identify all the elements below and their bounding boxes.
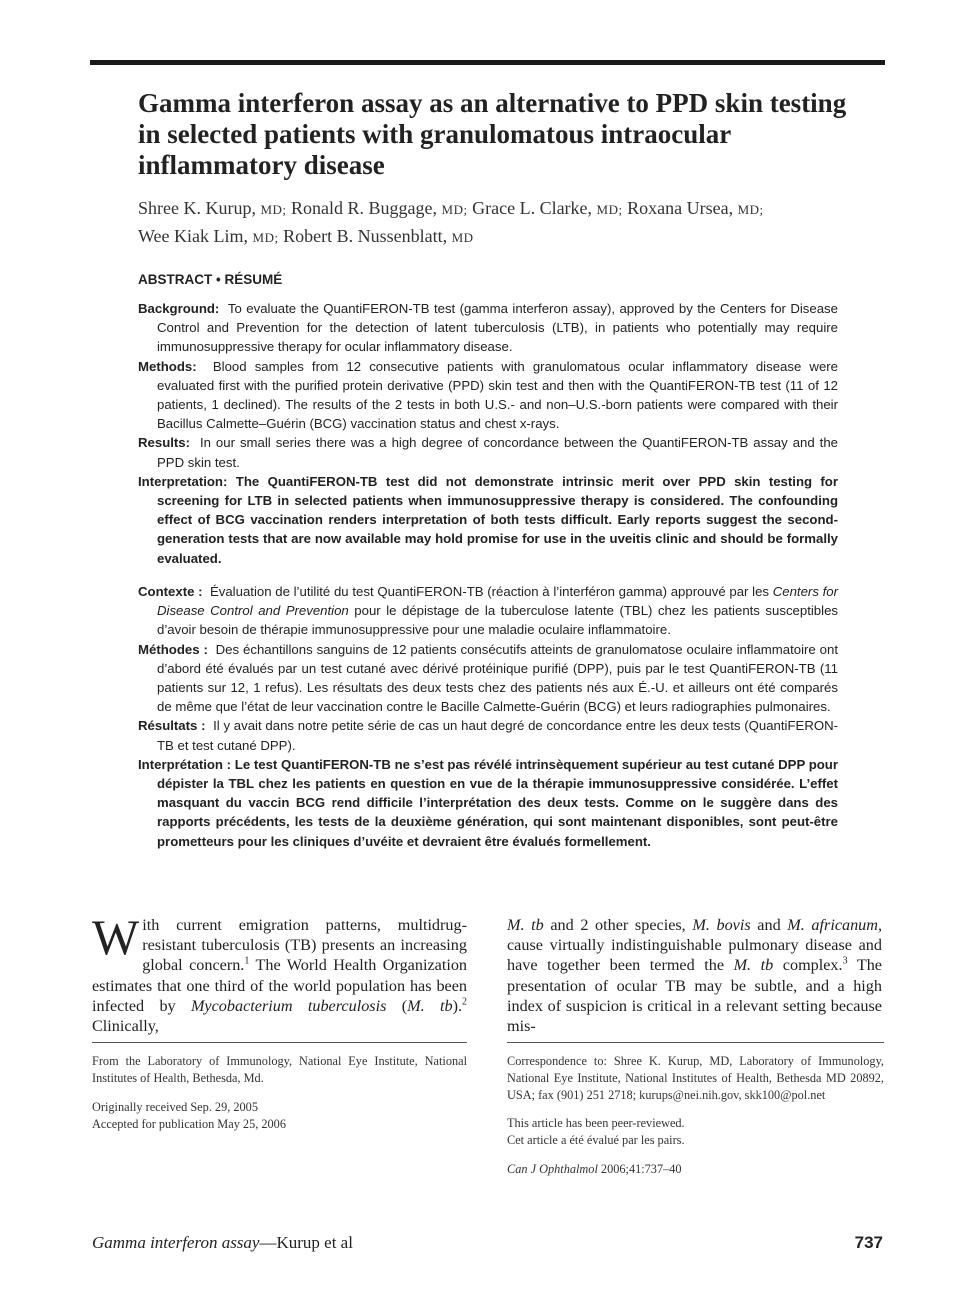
reference-marker[interactable]: 2 xyxy=(462,996,467,1008)
author-degree: MD; xyxy=(596,202,623,217)
affiliation-note: From the Laboratory of Immunology, National Eye Institute, National Institutes of Health, Bethesda, Md. xyxy=(92,1054,467,1086)
section-text: Blood samples from 12 consecutive patients with granulomatous ocular inflammatory disease were evaluated first with the purified protein derivative (PPD) skin test and then with the QuantiFERON-TB test (11 of 12 patients, 1 declined). The results of the 2 tests in both U.S.- and non–U.S.-born patients were compared with their Bacillus Calmette–Guérin (BCG) vaccination status and chest x-rays. xyxy=(157,358,839,432)
body-text: ). xyxy=(452,996,462,1015)
section-label: Méthodes : xyxy=(138,641,208,657)
abstract-background xyxy=(138,299,838,357)
author-list xyxy=(138,195,858,251)
section-label: Interpretation: xyxy=(138,473,228,489)
author-degree: MD; xyxy=(441,202,468,217)
author-name: Roxana Ursea, xyxy=(627,198,734,218)
species-name: M. africanum, xyxy=(787,916,883,934)
footnote-divider xyxy=(92,1042,467,1043)
author-name: Grace L. Clarke, xyxy=(472,198,593,218)
author-name: Shree K. Kurup, xyxy=(138,198,256,218)
top-rule xyxy=(90,60,885,65)
section-label: Results: xyxy=(138,435,191,451)
body-text: The World Health Organization estimates that one third of the world population has been infected by xyxy=(92,956,468,1015)
body-text: and xyxy=(750,916,788,934)
section-text: pour le dépistage de la tuberculose latente (TBL) chez les patients susceptibles d’avoir besoin de thérapie immunosuppressive pour une maladie oculaire inflammatoire. xyxy=(157,603,838,638)
correspondence-note: Correspondence to: Shree K. Kurup, MD, Laboratory of Immunology, National Eye Institute, National Institutes of Health, Bethesda MD 20892, USA; fax (901) 251 2718; kurups@nei.nih.gov, skk100@pol.net xyxy=(507,1054,884,1103)
article-title: Gamma interferon assay as an alternative to PPD skin testing in selected patients with granulomatous intraocular inflammatory disease xyxy=(138,88,847,180)
running-title: Gamma interferon assay xyxy=(92,1233,260,1252)
journal-name: Can J Ophthalmol xyxy=(507,1162,598,1176)
abstract-french xyxy=(138,582,838,851)
section-label: Methods: xyxy=(138,358,197,374)
author-name: Wee Kiak Lim, xyxy=(138,226,249,246)
species-name: Mycobacterium tuberculosis xyxy=(190,996,387,1015)
abstract-english xyxy=(138,299,838,568)
resume-contexte xyxy=(138,582,838,640)
body-text: complex. xyxy=(773,956,843,975)
section-label: Background: xyxy=(138,301,220,316)
author-name: Ronald R. Buggage, xyxy=(291,198,438,218)
resume-interpretation xyxy=(138,755,838,851)
accepted-date: Accepted for publication May 25, 2006 xyxy=(92,1117,286,1131)
author-name: Robert B. Nussenblatt, xyxy=(283,226,448,246)
peer-review-note-fr: Cet article a été évalué par les pairs. xyxy=(507,1133,685,1147)
author-degree: MD xyxy=(451,230,474,245)
body-text: cause virtually indistinguishable pulmonary disease and have together been termed the xyxy=(507,936,882,975)
resume-resultats xyxy=(138,716,838,754)
reference-marker[interactable]: 3 xyxy=(842,956,848,968)
body-text: Clinically, xyxy=(92,1017,159,1036)
abstract-results xyxy=(138,433,838,471)
species-abbreviation: M. tb xyxy=(407,996,453,1015)
section-text-emphasis: Centers for Disease Control and Prevention xyxy=(157,584,839,619)
body-text: ( xyxy=(386,996,408,1015)
abstract-interpretation xyxy=(138,472,838,568)
reference-marker[interactable]: 1 xyxy=(244,956,250,968)
resume-methodes xyxy=(138,640,838,717)
abstract-heading: ABSTRACT • RÉSUMÉ xyxy=(138,272,283,287)
author-degree: MD; xyxy=(260,202,287,217)
body-text-left-column xyxy=(92,909,468,1036)
footnote-divider xyxy=(507,1042,884,1043)
drop-cap: W xyxy=(92,909,140,965)
section-label: Résultats : xyxy=(138,718,206,734)
citation-details: 2006;41:737–40 xyxy=(597,1162,682,1176)
running-footer xyxy=(92,1233,353,1253)
body-text: ith current emigration patterns, multidrug-resistant tuberculosis (TB) presents an increasing global concern. xyxy=(142,916,467,975)
section-text: The QuantiFERON-TB test did not demonstrate intrinsic merit over PPD skin testing for screening for LTB in selected patients when immunosuppressive therapy is considered. The confounding effect of BCG vaccination renders interpretation of both tests difficult. Early reports suggest the second-generation tests that are now available may hold promise for use in the uveitis clinic and should be formally evaluated. xyxy=(157,473,838,566)
species-abbreviation: M. tb xyxy=(733,956,774,975)
species-abbreviation: M. tb xyxy=(507,916,544,934)
journal-citation xyxy=(507,1161,884,1178)
section-label: Contexte : xyxy=(138,584,203,599)
section-text: Des échantillons sanguins de 12 patients consécutifs atteints de granulomatose oculaire inflammatoire ont d’abord été évalués par un test cutané avec dérivé protéinique purifié (DPP), puis par le test QuantiFERON-TB (11 patients sur 12, 1 refus). Les résultats des deux tests chez des patients nés aux É.-U. et ailleurs ont été comparés de même que l’état de leur vaccination contre le Bacille Calmette-Guérin (BCG) et leurs radiographies pulmonaires. xyxy=(157,641,838,715)
body-text-right-column xyxy=(507,915,882,1036)
section-text: Il y avait dans notre petite série de cas un haut degré de concordance entre les deux tests (QuantiFERON-TB et test cutané DPP). xyxy=(157,718,839,753)
author-degree: MD; xyxy=(252,230,279,245)
section-text: Le test QuantiFERON-TB ne s’est pas révélé intrinsèquement supérieur au test cutané DPP pour dépister la TBL chez les patients en question en vue de la thérapie immunosuppressive considérée. L’effet masquant du vaccin BCG rend difficile l’interprétation des deux tests. Comme on le suggère dans des rapports précédents, les tests de la deuxième génération, qui sont maintenant disponibles, sont peut-être prometteurs pour les cliniques d’uvéite et devraient être évalués formellement. xyxy=(157,756,838,849)
running-authors: —Kurup et al xyxy=(259,1233,353,1252)
peer-review-note-en: This article has been peer-reviewed. xyxy=(507,1116,685,1130)
abstract-methods xyxy=(138,357,838,434)
species-name: M. bovis xyxy=(692,916,751,934)
section-text: In our small series there was a high degree of concordance between the QuantiFERON-TB assay and the PPD skin test. xyxy=(157,435,838,470)
section-text: To evaluate the QuantiFERON-TB test (gamma interferon assay), approved by the Centers for Disease Control and Prevention for the detection of latent tuberculosis (LTB), in patients who potentially may require immunosuppressive therapy for ocular inflammatory disease. xyxy=(157,301,838,355)
author-degree: MD; xyxy=(737,202,764,217)
received-date: Originally received Sep. 29, 2005 xyxy=(92,1100,258,1114)
section-label: Interprétation : xyxy=(138,756,232,772)
body-text: The presentation of ocular TB may be subtle, and a high index of suspicion is critical in a relevant setting because mis- xyxy=(507,956,882,1036)
section-text: Évaluation de l’utilité du test QuantiFERON-TB (réaction à l’interféron gamma) approuvé par les xyxy=(209,584,770,599)
page-number: 737 xyxy=(854,1233,883,1252)
body-text: and 2 other species, xyxy=(543,916,693,934)
